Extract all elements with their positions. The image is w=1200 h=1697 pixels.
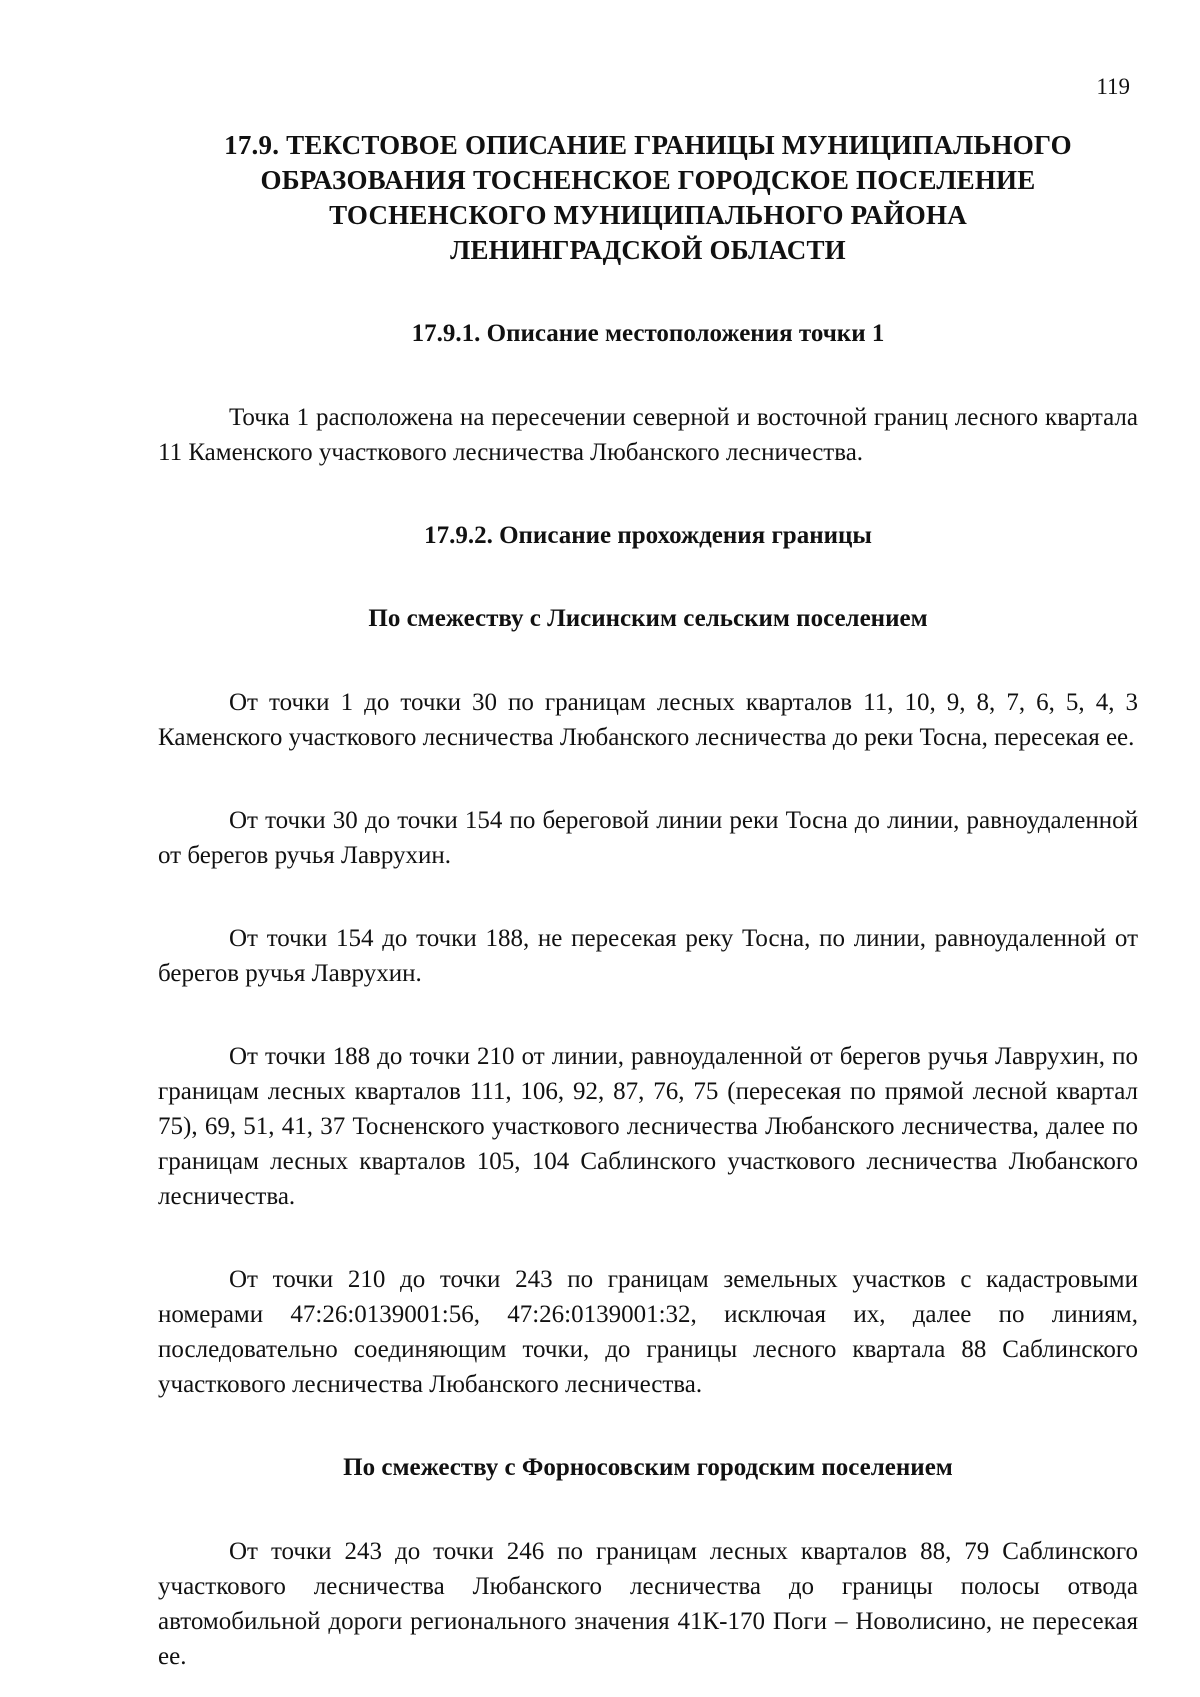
section-title-line: ТОСНЕНСКОГО МУНИЦИПАЛЬНОГО РАЙОНА: [329, 200, 967, 230]
page-number: 119: [1096, 74, 1130, 99]
boundary-paragraph: От точки 243 до точки 246 по границам лесных кварталов 88, 79 Саблинского участкового лесничества Любанского лесничества до границы полосы отвода автомобильной дороги регионального значения 41К-170 Поги – Новолисино, не пересекая ее.: [158, 1538, 1138, 1670]
boundary-paragraph: От точки 210 до точки 243 по границам земельных участков с кадастровыми номерами 47:26:0139001:56, 47:26:0139001:32, исключая их, далее по линиям, последовательно соединяющим точки, до границы лесного квартала 88 Саблинского участкового лесничества Любанского лесничества.: [158, 1266, 1138, 1398]
subsection-heading-point-location: 17.9.1. Описание местоположения точки 1: [411, 320, 885, 347]
section-title-line: ОБРАЗОВАНИЯ ТОСНЕНСКОЕ ГОРОДСКОЕ ПОСЕЛЕНИЕ: [260, 165, 1036, 195]
boundary-paragraph: От точки 30 до точки 154 по береговой линии реки Тосна до линии, равноудаленной от берегов ручья Лаврухин.: [158, 807, 1138, 869]
section-title-line: ЛЕНИНГРАДСКОЙ ОБЛАСТИ: [450, 235, 846, 265]
point-location-paragraph: Точка 1 расположена на пересечении северной и восточной границ лесного квартала 11 Каменского участкового лесничества Любанского лесничества.: [158, 404, 1138, 466]
boundary-paragraph: От точки 1 до точки 30 по границам лесных кварталов 11, 10, 9, 8, 7, 6, 5, 4, 3 Каменского участкового лесничества Любанского лесничества до реки Тосна, пересекая ее.: [158, 689, 1138, 751]
section-title: [158, 128, 1138, 268]
document-body: [158, 128, 1138, 1674]
boundary-paragraph: От точки 154 до точки 188, не пересекая реку Тосна, по линии, равноудаленной от берегов ручья Лаврухин.: [158, 925, 1138, 987]
adjacency-heading-lisino: По смежеству с Лисинским сельским поселением: [368, 605, 928, 632]
subsection-heading-boundary: 17.9.2. Описание прохождения границы: [424, 522, 872, 549]
boundary-paragraph: От точки 188 до точки 210 от линии, равноудаленной от берегов ручья Лаврухин, по границам лесных кварталов 111, 106, 92, 87, 76, 75 (пересекая по прямой лесной квартал 75), 69, 51, 41, 37 Тосненского участкового лесничества Любанского лесничества, далее по границам лесных кварталов 105, 104 Саблинского участкового лесничества Любанского лесничества.: [158, 1043, 1138, 1210]
section-title-line: 17.9. ТЕКСТОВОЕ ОПИСАНИЕ ГРАНИЦЫ МУНИЦИПАЛЬНОГО: [224, 130, 1072, 160]
adjacency-heading-fornosovo: По смежеству с Форносовским городским поселением: [343, 1454, 953, 1481]
